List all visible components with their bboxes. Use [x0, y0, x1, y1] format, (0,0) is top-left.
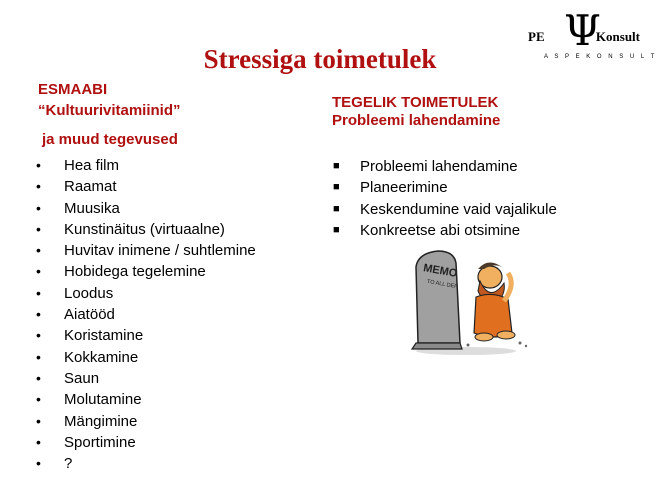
list-item-text: Molutamine [64, 391, 142, 409]
list-item-text: Hea film [64, 157, 120, 174]
list-item [36, 432, 256, 453]
list-item [36, 240, 256, 261]
bullet-icon: • [36, 220, 41, 237]
list-item-text: Loodus [64, 284, 114, 302]
list-item [333, 220, 557, 241]
bullet-icon: • [36, 391, 41, 408]
list-item-text: Kokkamine [64, 348, 139, 366]
bullet-icon: • [36, 433, 41, 450]
list-item [333, 199, 557, 220]
right-bullet-list [333, 156, 557, 241]
list-item-text: Keskendumine vaid vajalikule [360, 200, 557, 218]
square-bullet-icon: ■ [333, 202, 340, 215]
pebble [467, 344, 470, 347]
list-item [36, 453, 256, 474]
bullet-icon: • [36, 199, 41, 216]
bullet-icon: • [36, 455, 41, 472]
list-item [36, 176, 256, 197]
bullet-icon: • [36, 178, 41, 195]
list-item-text: Saun [64, 369, 100, 387]
list-item [333, 156, 557, 177]
tablet-memo-text: MEMO [422, 262, 459, 280]
logo-brand-left: PE [528, 29, 545, 44]
list-item-text: Mängimine [64, 412, 138, 430]
list-item [36, 325, 256, 346]
list-item [36, 347, 256, 368]
list-item-text: Koristamine [64, 327, 144, 345]
square-bullet-icon: ■ [333, 181, 340, 194]
caveman-foot-right [497, 331, 515, 339]
list-item-text: Aiatööd [64, 306, 115, 324]
bullet-icon: • [36, 327, 41, 344]
bullet-icon: • [36, 306, 41, 323]
square-bullet-icon: ■ [333, 223, 340, 236]
list-item [36, 368, 256, 389]
pebble [525, 345, 527, 347]
list-item-text: Planeerimine [360, 179, 448, 197]
list-item [36, 261, 256, 282]
caveman-foot-left [475, 333, 493, 341]
list-item-text: Muusika [64, 199, 120, 217]
list-item [36, 155, 256, 176]
bullet-icon: • [36, 412, 41, 429]
tablet-subtext: TO ALL DEP [426, 278, 459, 291]
caveman-arm [504, 273, 511, 301]
left-subheading: “Kultuurivitamiinid” [38, 102, 181, 119]
list-item [36, 304, 256, 325]
bullet-icon: • [36, 369, 41, 386]
bullet-icon: • [36, 242, 41, 259]
list-item [36, 411, 256, 432]
list-item [36, 389, 256, 410]
left-subheading-2: ja muud tegevused [42, 131, 178, 148]
stone-base [412, 343, 462, 349]
left-bullet-list [36, 155, 256, 474]
list-item-text: Hobidega tegelemine [64, 263, 206, 281]
list-item-text: Huvitav inimene / suhtlemine [64, 242, 256, 260]
logo-tagline: A S P E K O N S U L T [544, 54, 657, 60]
left-heading: ESMAABI [38, 81, 108, 98]
list-item [36, 283, 256, 304]
pebble [519, 342, 522, 345]
list-item-text: Sportimine [64, 433, 136, 451]
square-bullet-icon: ■ [333, 160, 340, 172]
bullet-icon: • [36, 263, 41, 280]
list-item [36, 198, 256, 219]
list-item [36, 219, 256, 240]
bullet-icon: • [36, 157, 41, 173]
psi-logo-icon: Ψ [564, 6, 601, 55]
list-item-text: Raamat [64, 178, 117, 196]
logo [528, 6, 657, 64]
slide-title: Stressiga toimetulek [203, 44, 437, 74]
list-item-text: Konkreetse abi otsimine [360, 221, 521, 239]
right-heading: TEGELIK TOIMETULEK [332, 94, 499, 111]
right-subheading: Probleemi lahendamine [332, 112, 501, 129]
bullet-icon: • [36, 284, 41, 301]
list-item-text: Probleemi lahendamine [360, 158, 518, 175]
list-item [333, 177, 557, 198]
list-item-text: ? [64, 455, 73, 473]
list-item-text: Kunstinäitus (virtuaalne) [64, 220, 225, 238]
bullet-icon: • [36, 348, 41, 365]
logo-brand-right: Konsult [595, 29, 640, 44]
caveman-memo-illustration [408, 247, 534, 357]
